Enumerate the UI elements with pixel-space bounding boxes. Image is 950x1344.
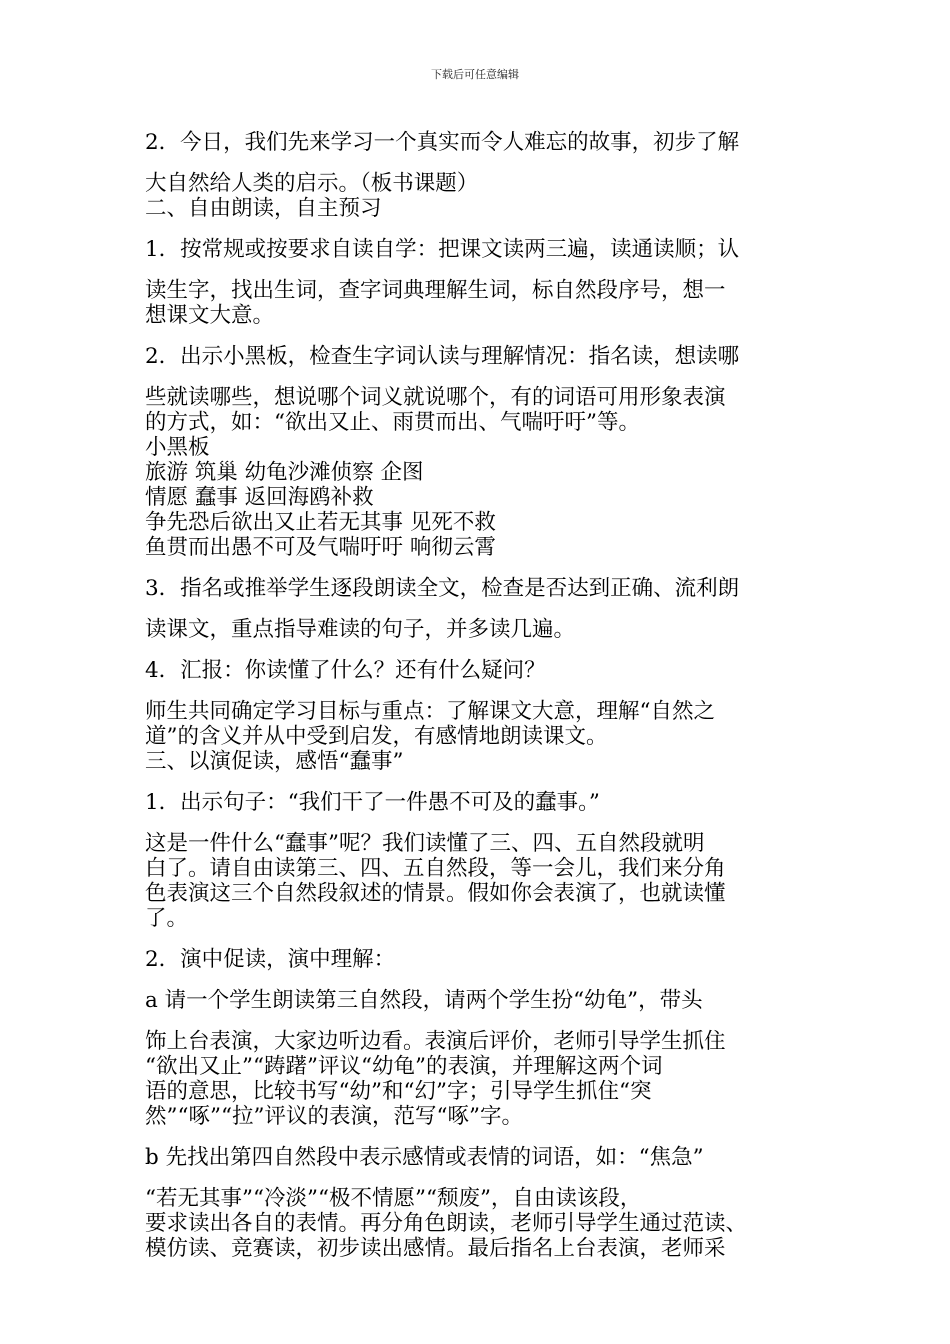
text-line: 的方式，如：“欲出又止、雨贯而出、气喘吁吁”等。 <box>145 410 640 435</box>
text-line: 大自然给人类的启示。（板书课题） <box>145 171 479 196</box>
paragraph <box>145 988 825 1013</box>
text-line: “欲出又止”“踌躇”评议“幼龟”的表演，并理解这两个词 <box>145 1054 663 1079</box>
paragraph <box>145 790 825 815</box>
text-line: 想课文大意。 <box>145 303 275 328</box>
text-line: 争先恐后欲出又止若无其事 见死不救 <box>145 510 496 535</box>
text-line: 白了。请自由读第三、四、五自然段，等一会儿，我们来分角 <box>145 856 726 881</box>
text-line: 1．按常规或按要求自读自学：把课文读两三遍，读通读顺；认 <box>145 237 740 262</box>
text-line: 2．今日，我们先来学习一个真实而令人难忘的故事，初步了解 <box>145 130 740 155</box>
text-line: 2．出示小黑板，检查生字词认读与理解情况：指名读，想读哪 <box>145 344 740 369</box>
paragraph <box>145 576 825 601</box>
paragraph <box>145 831 825 931</box>
paragraph <box>145 278 825 328</box>
text-line: 小黑板 <box>145 435 210 460</box>
text-line: 1．出示句子：“我们干了一件愚不可及的蠢事。” <box>145 790 600 815</box>
text-line: 色表演这三个自然段叙述的情景。假如你会表演了，也就读懂 <box>145 881 726 906</box>
text-line: 这是一件什么“蠢事”呢？我们读懂了三、四、五自然段就明 <box>145 831 705 856</box>
text-line: 读课文，重点指导难读的句子，并多读几遍。 <box>145 617 576 642</box>
text-line: a 请一个学生朗读第三自然段，请两个学生扮“幼龟”，带头 <box>145 988 703 1013</box>
text-line: 要求读出各自的表情。再分角色朗读，老师引导学生通过范读、 <box>145 1211 748 1236</box>
text-line: 三、以演促读，感悟“蠢事” <box>145 749 404 774</box>
paragraph <box>145 1029 825 1129</box>
text-line: 二、自由朗读，自主预习 <box>145 196 382 221</box>
text-line: 3．指名或推举学生逐段朗读全文，检查是否达到正确、流利朗 <box>145 576 740 601</box>
text-line: 4．汇报：你读懂了什么？还有什么疑问？ <box>145 658 546 683</box>
paragraph <box>145 699 825 774</box>
page-header: 下载后可任意编辑 <box>431 68 519 81</box>
text-line: b 先找出第四自然段中表示感情或表情的词语，如：“焦急” <box>145 1145 704 1170</box>
paragraph <box>145 237 825 262</box>
text-line: 2．演中促读，演中理解： <box>145 947 396 972</box>
text-line: 旅游 筑巢 幼龟沙滩侦察 企图 <box>145 460 424 485</box>
document-body <box>145 130 825 1261</box>
text-line: 模仿读、竞赛读，初步读出感情。最后指名上台表演，老师采 <box>145 1236 726 1261</box>
text-line: 读生字，找出生词，查字词典理解生词，标自然段序号，想一 <box>145 278 726 303</box>
text-line: 语的意思，比较书写“幼”和“幻”字；引导学生抓住“突 <box>145 1079 652 1104</box>
text-line: 师生共同确定学习目标与重点：了解课文大意，理解“自然之 <box>145 699 715 724</box>
paragraph <box>145 344 825 369</box>
paragraph <box>145 617 825 642</box>
paragraph <box>145 171 825 221</box>
text-line: 了。 <box>145 906 189 931</box>
text-line: 些就读哪些，想说哪个词义就说哪个，有的词语可用形象表演 <box>145 385 726 410</box>
text-line: 鱼贯而出愚不可及气喘吁吁 响彻云霄 <box>145 535 496 560</box>
paragraph <box>145 385 825 560</box>
paragraph <box>145 130 825 155</box>
paragraph <box>145 1186 825 1261</box>
paragraph <box>145 658 825 683</box>
text-line: 然”“啄”“拉”评议的表演，范写“啄”字。 <box>145 1104 523 1129</box>
text-line: 道”的含义并从中受到启发，有感情地朗读课文。 <box>145 724 608 749</box>
text-line: 情愿 蠢事 返回海鸥补救 <box>145 485 374 510</box>
paragraph <box>145 1145 825 1170</box>
text-line: 饰上台表演，大家边听边看。表演后评价，老师引导学生抓住 <box>145 1029 726 1054</box>
paragraph <box>145 947 825 972</box>
text-line: “若无其事”“冷淡”“极不情愿”“颓废”，自由读该段， <box>145 1186 642 1211</box>
